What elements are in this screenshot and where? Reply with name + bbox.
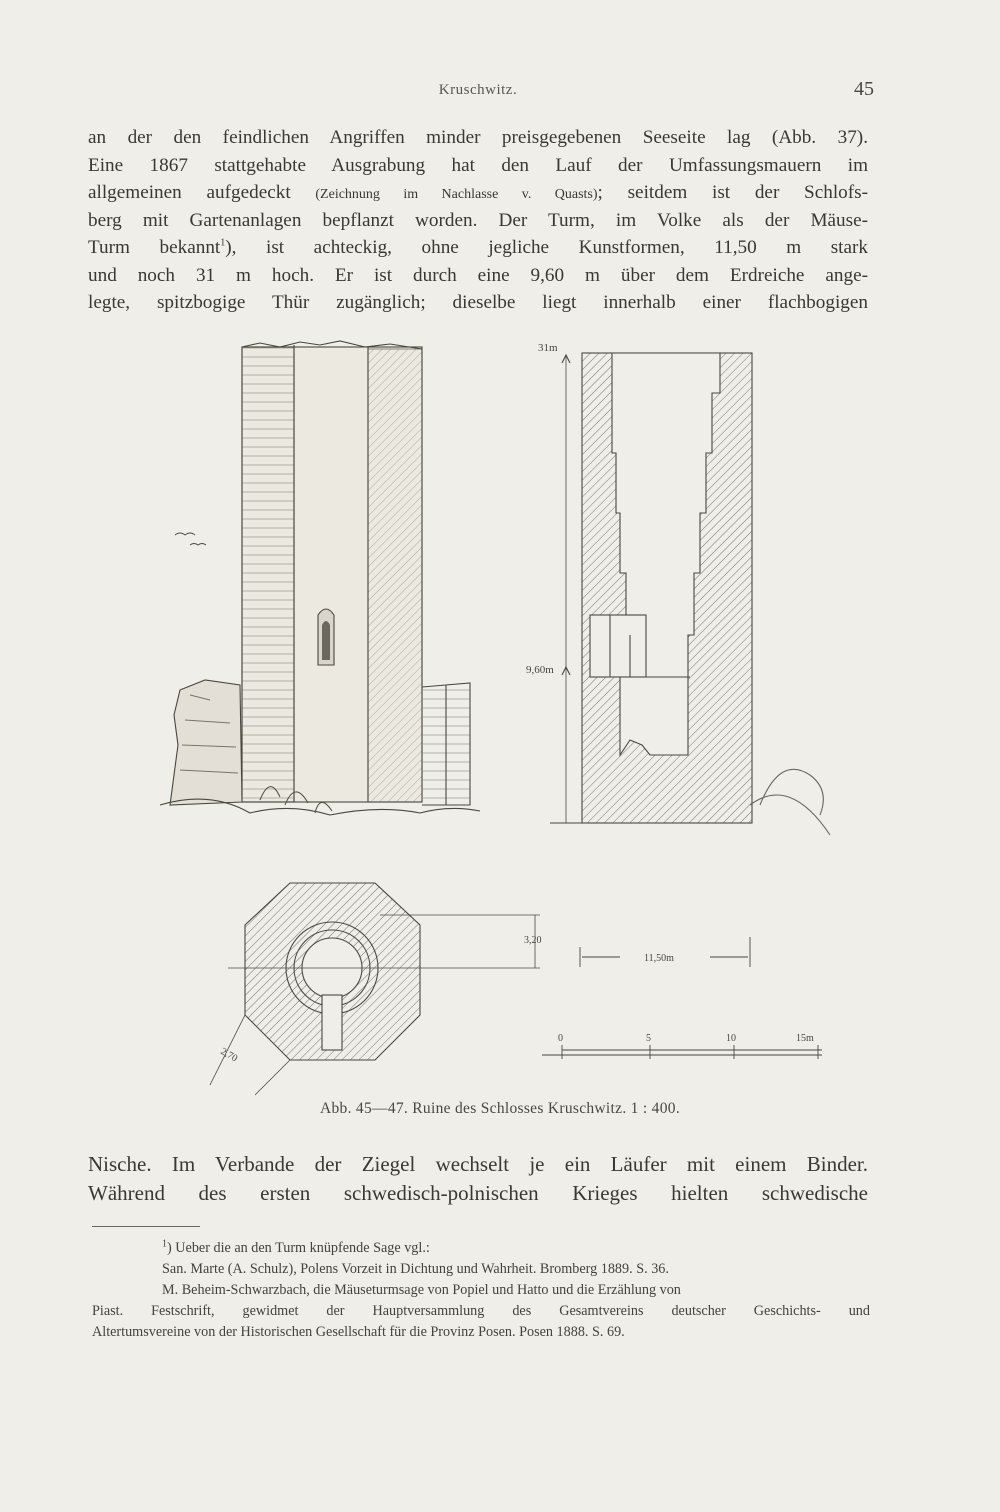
text-line: berg mit Gartenanlagen bepflanzt worden. Der Turm, im Volke als der Mäuse- <box>88 209 868 231</box>
text-line: an der den feindlichen Angriffen minder preisgegebenen Seeseite lag (Abb. 37). <box>88 127 868 148</box>
scale-label-15: 15m <box>796 1033 814 1044</box>
diameter-dimension <box>580 937 750 967</box>
footnote-rule <box>92 1226 200 1227</box>
footnote-ref: Piast. Festschrift, gewidmet der Hauptversammlung des Gesamtvereins deutscher Geschichts- und <box>92 1303 870 1319</box>
bottom-paragraph <box>88 1150 868 1208</box>
text-segment: ; seitdem ist der Schlofs- <box>597 182 869 203</box>
running-head <box>88 78 874 104</box>
small-text: (Zeichnung im Nachlasse v. Quasts) <box>315 187 598 202</box>
scale-label-5: 5 <box>646 1033 651 1044</box>
door-height-label: 9,60m <box>526 664 554 676</box>
text-line: legte, spitzbogige Thür zugänglich; dieselbe liegt innerhalb einer flachbogigen <box>88 292 868 313</box>
text-line: und noch 31 m hoch. Er ist durch eine 9,60 m über dem Erdreiche ange- <box>88 264 868 286</box>
page-number: 45 <box>854 78 874 100</box>
footnote-marker: 1 <box>220 237 226 249</box>
text-line <box>88 234 868 262</box>
footnote-ref: Altertumsvereine von der Historischen Gesellschaft für die Provinz Posen. Posen 1888. S. 69. <box>92 1324 625 1340</box>
text-segment: Turm bekannt <box>88 237 221 258</box>
scale-bar <box>542 1033 822 1059</box>
height-label: 31m <box>538 342 558 354</box>
tower-elevation <box>160 341 480 815</box>
footnote-intro <box>92 1238 870 1259</box>
text-line <box>88 179 868 207</box>
text-line: Nische. Im Verbande der Ziegel wechselt je ein Läufer mit einem Binder. <box>88 1152 868 1176</box>
running-title: Kruschwitz. <box>438 82 518 98</box>
footnote-marker: 1 <box>162 1238 167 1250</box>
tower-figure <box>150 335 850 1105</box>
scale-label-0: 0 <box>558 1033 563 1044</box>
text-segment: allgemeinen aufgedeckt <box>88 182 291 203</box>
text-line: Während des ersten schwedisch-polnischen Krieges hielten schwedische <box>88 1181 868 1205</box>
footnotes <box>92 1238 870 1343</box>
side-length-label: 2,70 <box>218 1046 240 1065</box>
diameter-label: 11,50m <box>644 953 674 964</box>
tower-plan <box>210 883 542 1095</box>
top-paragraph <box>88 124 868 317</box>
footnote-ref: San. Marte (A. Schulz), Polens Vorzeit in Dichtung und Wahrheit. Bromberg 1889. S. 36. <box>162 1261 669 1277</box>
footnote-text: ) Ueber die an den Turm knüpfende Sage vgl.: <box>167 1240 430 1256</box>
scale-label-10: 10 <box>726 1033 736 1044</box>
text-segment: ), ist achteckig, ohne jegliche Kunstformen, 11,50 m stark <box>225 237 868 258</box>
tower-section <box>526 342 830 835</box>
footnote-ref: M. Beheim-Schwarzbach, die Mäuseturmsage von Popiel und Hatto und die Erzählung von <box>162 1282 681 1298</box>
text-line: Eine 1867 stattgehabte Ausgrabung hat den Lauf der Umfassungsmauern im <box>88 154 868 176</box>
figure-caption: Abb. 45—47. Ruine des Schlosses Kruschwitz. 1 : 400. <box>319 1100 681 1117</box>
wall-thickness-label: 3,20 <box>524 935 542 946</box>
